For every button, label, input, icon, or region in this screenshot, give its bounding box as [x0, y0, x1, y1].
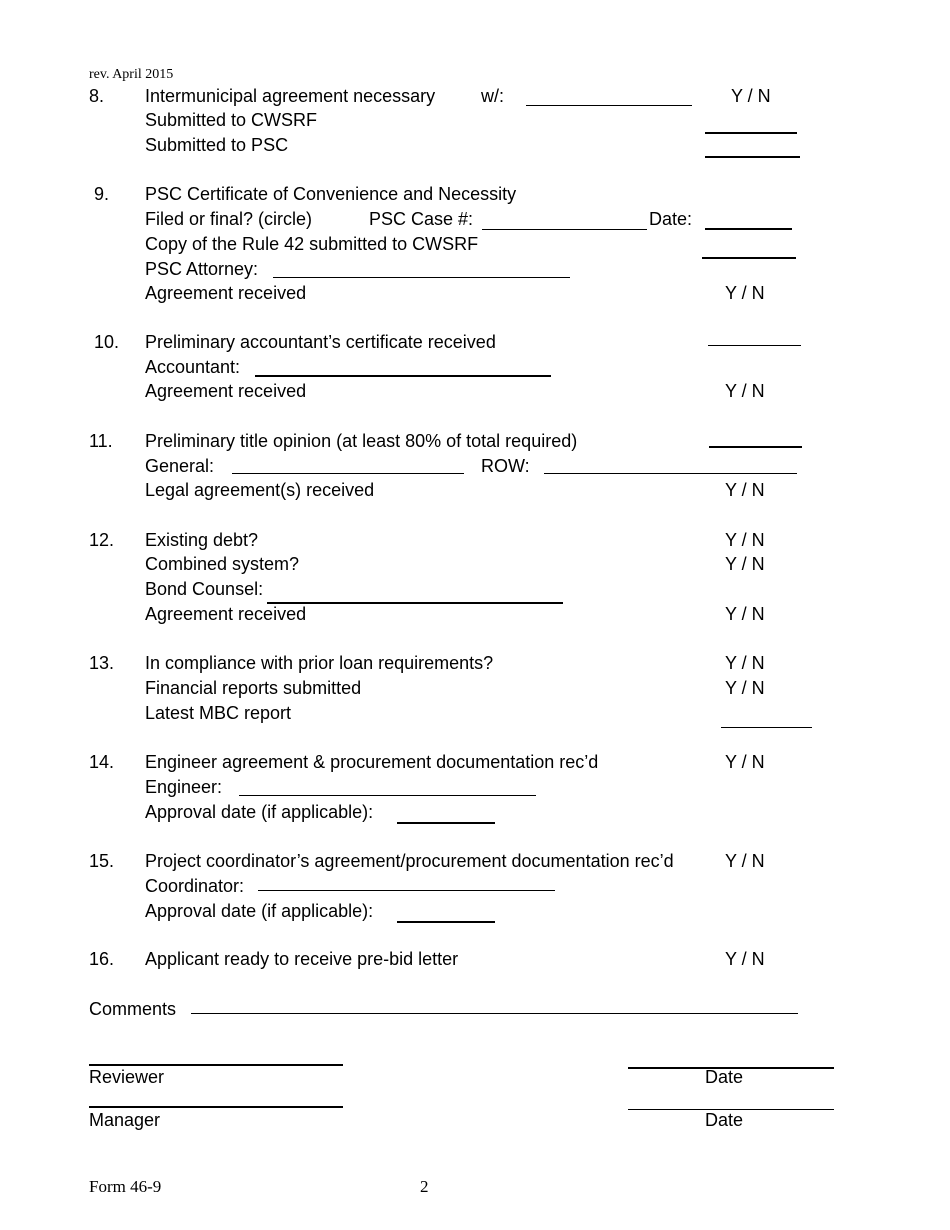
- manager-date-label: Date: [705, 1110, 744, 1130]
- item-15-coordinator-field[interactable]: [258, 890, 555, 891]
- item-11-label: Preliminary title opinion (at least 80% of total required): [145, 431, 578, 451]
- item-13-compliance-label: In compliance with prior loan requirements?: [145, 653, 494, 673]
- item-8-number: 8.: [89, 86, 105, 106]
- item-11-number: 11.: [89, 431, 113, 451]
- item-12-bond-counsel-label: Bond Counsel:: [145, 579, 264, 599]
- reviewer-signature-line[interactable]: [89, 1064, 343, 1066]
- item-13-reports-yes-no[interactable]: Y / N: [725, 678, 765, 698]
- item-8-yes-no[interactable]: Y / N: [731, 86, 771, 106]
- item-8-cwsrf-field[interactable]: [705, 132, 797, 134]
- item-13-reports-label: Financial reports submitted: [145, 678, 362, 698]
- item-11-row-field[interactable]: [544, 473, 797, 474]
- item-11-general-label: General:: [145, 456, 215, 476]
- item-14-number: 14.: [89, 752, 115, 772]
- item-11-general-field[interactable]: [232, 473, 464, 474]
- item-9-rule42-label: Copy of the Rule 42 submitted to CWSRF: [145, 234, 479, 254]
- item-14-engineer-field[interactable]: [239, 795, 536, 796]
- item-16-label: Applicant ready to receive pre-bid letter: [145, 949, 459, 969]
- item-8-with-field[interactable]: [526, 105, 692, 106]
- item-8-with-label: w/:: [481, 86, 505, 106]
- item-10-accountant-label: Accountant:: [145, 357, 241, 377]
- item-14-engineer-label: Engineer:: [145, 777, 223, 797]
- comments-field[interactable]: [191, 1013, 798, 1014]
- item-10-agreement-yes-no[interactable]: Y / N: [725, 381, 765, 401]
- revision-date: rev. April 2015: [89, 67, 174, 82]
- item-8-psc-field[interactable]: [705, 156, 800, 158]
- item-9-attorney-field[interactable]: [273, 277, 570, 278]
- item-12-agreement-yes-no[interactable]: Y / N: [725, 604, 765, 624]
- item-15-number: 15.: [89, 851, 115, 871]
- item-10-label: Preliminary accountant’s certificate received: [145, 332, 496, 352]
- item-8-psc-label: Submitted to PSC: [145, 135, 289, 155]
- item-11-row-label: ROW:: [481, 456, 530, 476]
- item-13-mbc-label: Latest MBC report: [145, 703, 292, 723]
- item-8-label: Intermunicipal agreement necessary: [145, 86, 436, 106]
- manager-label: Manager: [89, 1110, 161, 1130]
- item-9-agreement-yes-no[interactable]: Y / N: [725, 283, 765, 303]
- comments-label: Comments: [89, 999, 177, 1019]
- item-9-label: PSC Certificate of Convenience and Necessity: [145, 184, 517, 204]
- item-9-case-field[interactable]: [482, 229, 647, 230]
- item-12-number: 12.: [89, 530, 115, 550]
- item-12-agreement-label: Agreement received: [145, 604, 307, 624]
- item-10-accountant-field[interactable]: [255, 375, 551, 377]
- item-12-combined-yes-no[interactable]: Y / N: [725, 554, 765, 574]
- item-12-debt-label: Existing debt?: [145, 530, 259, 550]
- item-16-yes-no[interactable]: Y / N: [725, 949, 765, 969]
- item-15-label: Project coordinator’s agreement/procurement documentation rec’d: [145, 851, 674, 871]
- item-13-number: 13.: [89, 653, 115, 673]
- item-10-number: 10.: [94, 332, 120, 352]
- item-12-combined-label: Combined system?: [145, 554, 300, 574]
- item-11-legal-yes-no[interactable]: Y / N: [725, 480, 765, 500]
- item-9-number: 9.: [94, 184, 110, 204]
- item-11-legal-label: Legal agreement(s) received: [145, 480, 375, 500]
- form-number: Form 46-9: [89, 1177, 162, 1196]
- manager-signature-line[interactable]: [89, 1106, 343, 1108]
- item-9-date-field[interactable]: [705, 228, 792, 230]
- item-8-cwsrf-label: Submitted to CWSRF: [145, 110, 318, 130]
- item-9-filed-label: Filed or final? (circle): [145, 209, 313, 229]
- item-11-title-field[interactable]: [709, 446, 802, 448]
- item-13-mbc-field[interactable]: [721, 727, 812, 728]
- item-9-date-label: Date:: [649, 209, 693, 229]
- item-15-approval-label: Approval date (if applicable):: [145, 901, 374, 921]
- item-12-debt-yes-no[interactable]: Y / N: [725, 530, 765, 550]
- reviewer-label: Reviewer: [89, 1067, 165, 1087]
- item-9-attorney-label: PSC Attorney:: [145, 259, 259, 279]
- item-9-case-label: PSC Case #:: [369, 209, 474, 229]
- item-9-agreement-label: Agreement received: [145, 283, 307, 303]
- item-14-approval-field[interactable]: [397, 822, 495, 824]
- reviewer-date-label: Date: [705, 1067, 744, 1087]
- item-14-approval-label: Approval date (if applicable):: [145, 802, 374, 822]
- item-14-yes-no[interactable]: Y / N: [725, 752, 765, 772]
- item-9-rule42-field[interactable]: [702, 257, 796, 259]
- item-12-bond-counsel-field[interactable]: [267, 602, 563, 604]
- page-number: 2: [420, 1177, 429, 1196]
- item-15-yes-no[interactable]: Y / N: [725, 851, 765, 871]
- item-15-coordinator-label: Coordinator:: [145, 876, 245, 896]
- item-13-compliance-yes-no[interactable]: Y / N: [725, 653, 765, 673]
- item-10-agreement-label: Agreement received: [145, 381, 307, 401]
- item-10-certificate-field[interactable]: [708, 345, 801, 346]
- item-15-approval-field[interactable]: [397, 921, 495, 923]
- item-14-label: Engineer agreement & procurement documentation rec’d: [145, 752, 599, 772]
- item-16-number: 16.: [89, 949, 115, 969]
